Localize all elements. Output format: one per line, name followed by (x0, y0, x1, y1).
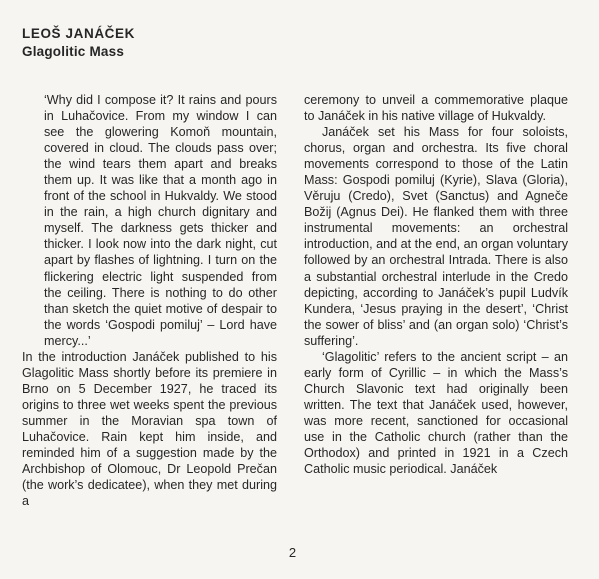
page-number: 2 (288, 545, 297, 560)
composer-name: LEOŠ JANÁČEK (22, 26, 135, 41)
intro-paragraph: In the introduction Janáček published to his Glagolitic Mass shortly before its premiere in Brno on 5 December 1927, he traced its origins to three wet weeks spent the previous summer in the Moravian spa town of Luhačovice. Rain kept him inside, and reminded him of a suggestion made by the Archbishop of Olomouc, Dr Leopold Prečan (the work’s dedicatee), when they met during a (22, 349, 277, 509)
page-header (22, 25, 135, 61)
right-column (304, 92, 568, 477)
left-column (22, 92, 277, 509)
glagolitic-paragraph: ‘Glagolitic’ refers to the ancient script – an early form of Cyrillic – in which the Mass’s Church Slavonic text had originally been written. The text that Janáček used, however, was more recent, sanctioned for occasional use in the Catholic church (rather than the Orthodox) and printed in 1921 in a Czech Catholic music periodical. Janáček (304, 349, 568, 477)
work-title: Glagolitic Mass (22, 44, 125, 59)
movements-paragraph: Janáček set his Mass for four soloists, chorus, organ and orchestra. Its five choral movements correspond to those of the Latin Mass: Gospodi pomiluj (Kyrie), Slava (Gloria), Věruju (Credo), Svet (Sanctus) and Agneče Božij (Agnus Dei). He flanked them with three instrumental movements: an orchestral introduction, and at the end, an organ voluntary followed by an orchestral Intrada. There is also a substantial orchestral interlude in the Credo depicting, according to Janáček’s pupil Ludvík Kundera, ‘Jesus praying in the desert’, ‘Christ the sower of bliss’ and (an organ solo) ‘Christ’s suffering’. (304, 125, 568, 348)
continued-paragraph: ceremony to unveil a commemorative plaque to Janáček in his native village of Hukvaldy. (304, 93, 568, 124)
janacek-quote: ‘Why did I compose it? It rains and pours in Luhačovice. From my window I can see the glowering Komoň mountain, covered in cloud. The clouds pass over; the wind tears them apart and breaks them up. It was like that a month ago in front of the school in Hukvaldy. We stood in the rain, a high church dignitary and myself. The darkness gets thicker and thicker. I look now into the dark night, cut apart by flashes of lightning. I turn on the flickering electric light suspended from the ceiling. There is nothing to do other than sketch the quiet motive of despair to the words ‘Gospodi pomiluj’ – Lord have mercy...’ (44, 93, 277, 348)
